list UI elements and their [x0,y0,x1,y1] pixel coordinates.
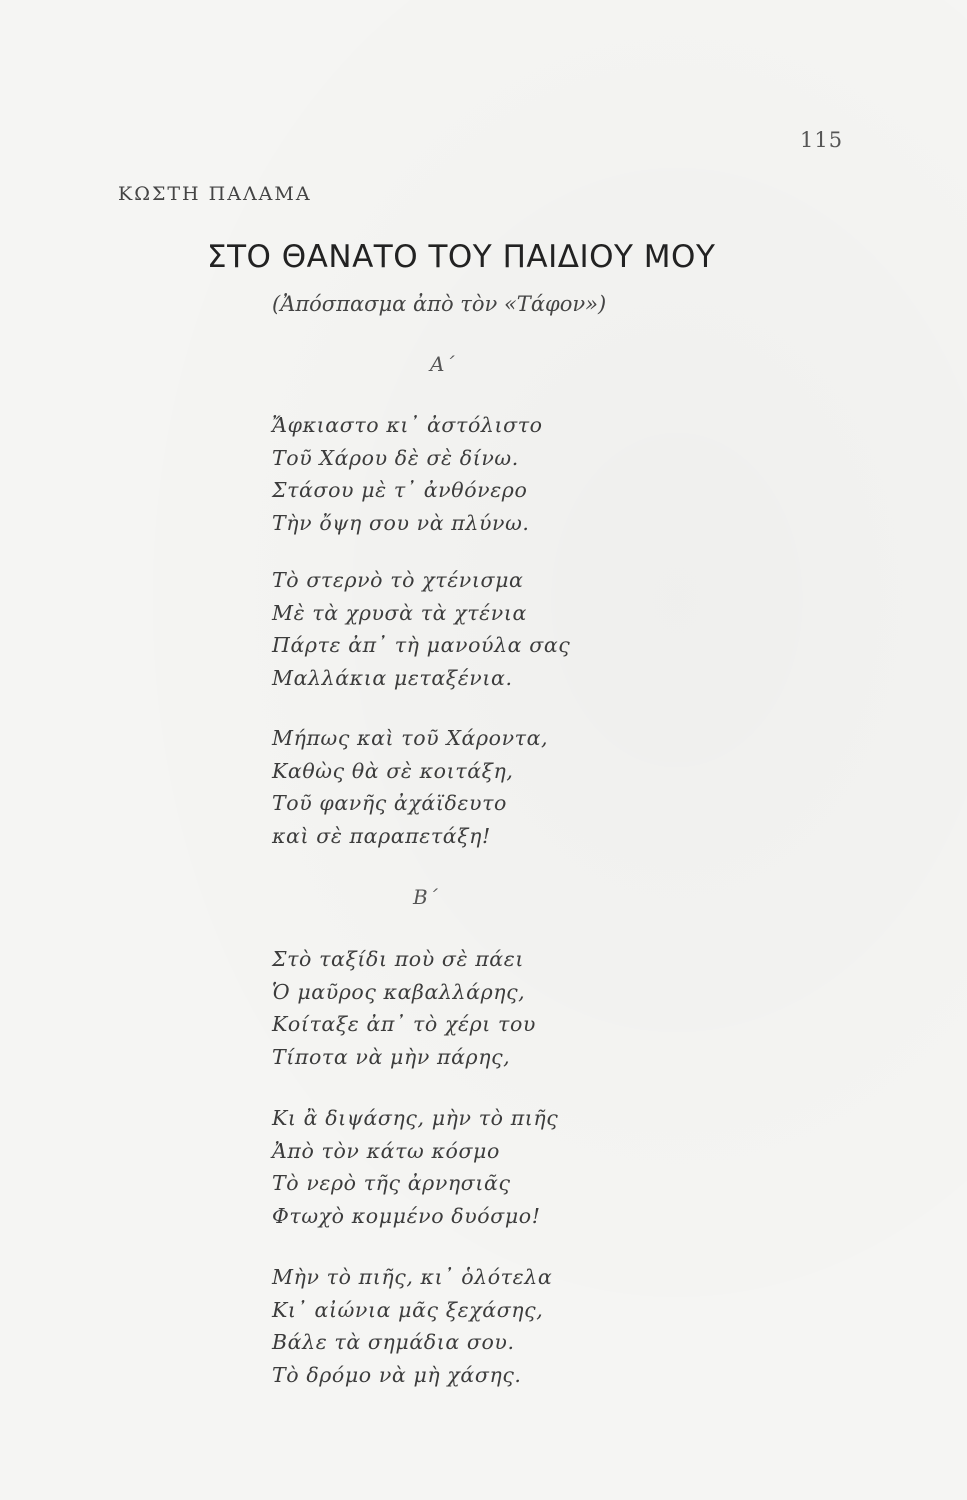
verse-line: Μαλλάκια μεταξένια. [272,665,513,690]
stanza-6 [272,1261,552,1391]
verse-line: Τὸ νερὸ τῆς ἀρνησιᾶς [272,1171,511,1195]
verse-line: Καθὼς θὰ σὲ κοιτάξη, [272,758,514,783]
section-marker-a: Α΄ [430,352,455,376]
verse-line: Πάρτε ἀπ᾽ τὴ μανούλα σας [272,633,571,657]
verse-line: Φτωχὸ κομμένο δυόσμο! [272,1203,541,1228]
verse-line: Τοῦ φανῆς ἀχάϊδευτο [272,791,507,815]
verse-line: Μὴν τὸ πιῆς, κι᾽ ὁλότελα [272,1265,553,1289]
verse-line: Τὸ στερνὸ τὸ χτένισμα [272,568,524,592]
section-marker-b: Β΄ [413,885,438,909]
stanza-4 [272,943,536,1073]
verse-line: Κοίταξε ἀπ᾽ τὸ χέρι του [272,1012,536,1036]
verse-line: Στάσου μὲ τ᾽ ἀνθόνερο [272,478,528,502]
verse-line: Τοῦ Χάρου δὲ σὲ δίνω. [272,445,519,470]
verse-line: Τίποτα νὰ μὴν πάρης, [272,1044,511,1069]
stanza-5 [272,1102,558,1232]
verse-line: καὶ σὲ παραπετάξη! [272,823,491,848]
verse-line: Μήπως καὶ τοῦ Χάροντα, [272,726,549,750]
verse-line: Ὁ μαῦρος καβαλλάρης, [272,979,526,1004]
verse-line: Μὲ τὰ χρυσὰ τὰ χτένια [272,600,527,625]
page-number: 115 [800,128,844,152]
poem-subtitle: (Ἀπόσπασμα ἀπὸ τὸν «Τάφον») [272,292,607,316]
stanza-3 [272,722,548,852]
author-heading: ΚΩΣΤΗ ΠΑΛΑΜΑ [118,183,312,205]
verse-line: Κι ἂ διψάσης, μὴν τὸ πιῆς [272,1106,559,1130]
verse-line: Τὴν ὄψη σου νὰ πλύνω. [272,510,530,535]
verse-line: Τὸ δρόμο νὰ μὴ χάσης. [272,1362,522,1387]
poem-title: ΣΤΟ ΘΑΝΑΤΟ ΤΟΥ ΠΑΙΔΙΟΥ ΜΟΥ [207,239,716,275]
stanza-1 [272,409,543,539]
verse-line: Βάλε τὰ σημάδια σου. [272,1330,515,1354]
verse-line: Κι᾽ αἰώνια μᾶς ξεχάσης, [272,1297,544,1322]
stanza-2 [272,564,570,694]
verse-line: Στὸ ταξίδι ποὺ σὲ πάει [272,947,524,971]
verse-line: Ἄφκιαστο κι᾽ ἀστόλιστο [272,413,543,437]
verse-line: Ἀπὸ τὸν κάτω κόσμο [272,1138,500,1163]
